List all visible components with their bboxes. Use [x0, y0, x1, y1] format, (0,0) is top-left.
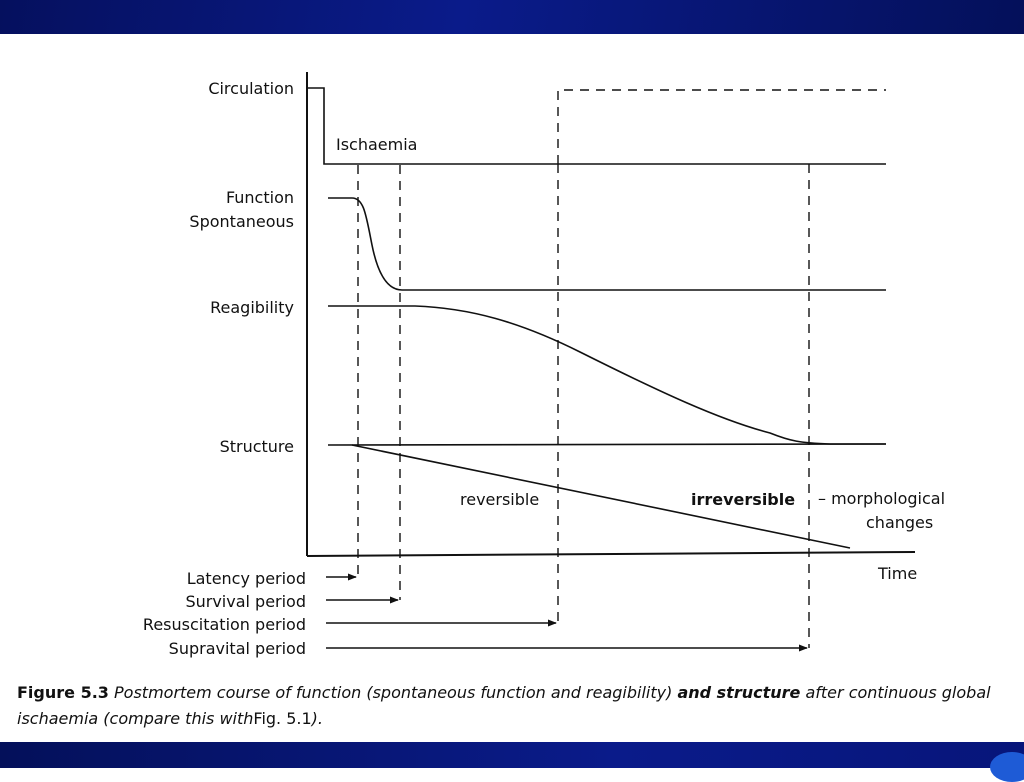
- caption-text-3: after continuous global ischaemia (compare this with: [17, 683, 991, 728]
- caption-text-1: Postmortem course of function (spontaneous function and reagibility): [114, 683, 673, 702]
- reagibility-curve: [328, 306, 886, 444]
- caption-text-2: and structure: [677, 683, 801, 702]
- corner-decoration: [990, 752, 1024, 782]
- period-label-latency: Latency period: [186, 569, 306, 588]
- label-changes: changes: [866, 513, 934, 532]
- function-curve: [328, 198, 886, 290]
- period-label-supravital: Supravital period: [168, 639, 306, 658]
- label-function: Function: [225, 188, 294, 207]
- circulation-restored-dashed: [558, 90, 886, 164]
- label-ischaemia: Ischaemia: [336, 135, 418, 154]
- label-time: Time: [878, 564, 918, 583]
- label-structure: Structure: [219, 437, 294, 456]
- label-circulation: Circulation: [208, 79, 294, 98]
- label-reversible: reversible: [460, 490, 540, 509]
- x-axis: [307, 552, 915, 556]
- caption-text-5: ).: [311, 709, 323, 728]
- period-label-resuscitation: Resuscitation period: [142, 615, 306, 634]
- figure-number: Figure 5.3: [17, 683, 109, 702]
- caption-fig-ref: Fig. 5.1: [253, 709, 312, 728]
- bottom-banner: [0, 742, 1024, 768]
- label-morphological: – morphological: [818, 489, 946, 508]
- structure-line: [328, 444, 886, 445]
- figure-caption: [17, 680, 1017, 732]
- label-spontaneous: Spontaneous: [189, 212, 294, 231]
- label-reagibility: Reagibility: [210, 298, 294, 317]
- label-irreversible: irreversible: [691, 490, 796, 509]
- period-label-survival: Survival period: [185, 592, 306, 611]
